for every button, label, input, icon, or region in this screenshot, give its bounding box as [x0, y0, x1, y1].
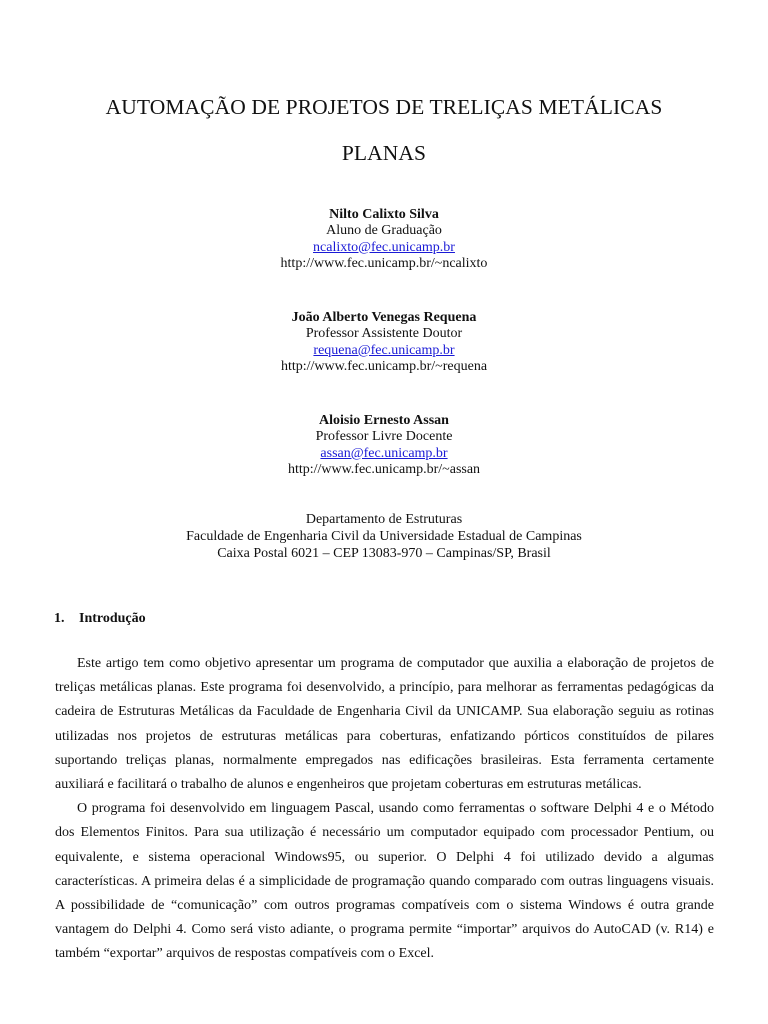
author-block	[0, 310, 768, 376]
section-heading	[54, 611, 146, 627]
author-url: http://www.fec.unicamp.br/~assan	[287, 462, 481, 478]
affiliation-faculty: Faculdade de Engenharia Civil da Universidade Estadual de Campinas	[186, 529, 582, 544]
author-block	[0, 207, 768, 273]
author-block	[0, 413, 768, 479]
author-url: http://www.fec.unicamp.br/~requena	[280, 359, 488, 375]
author-url: http://www.fec.unicamp.br/~ncalixto	[280, 256, 488, 272]
paper-title	[0, 84, 768, 176]
author-role: Professor Livre Docente	[315, 429, 453, 445]
affiliation-address: Caixa Postal 6021 – CEP 13083-970 – Campinas/SP, Brasil	[217, 546, 551, 561]
section-body	[55, 652, 714, 967]
section-number: 1.	[54, 611, 65, 626]
affiliation-department: Departamento de Estruturas	[305, 512, 463, 527]
body-paragraph: Este artigo tem como objetivo apresentar um programa de computador que auxilia a elaboração de projetos de treliças metálicas planas. Este programa foi desenvolvido, a princípio, para melhorar as ferramentas pedagógicas da cadeira de Estruturas Metálicas da Faculdade de Engenharia Civil da UNICAMP. Sua elaboração seguiu as rotinas utilizadas nos projetos de estruturas metálicas para coberturas, enfatizando pórticos constituídos de pilares suportando treliças planas, normalmente empregados nas edificações brasileiras. Esta ferramenta certamente auxiliará e facilitará o trabalho de alunos e engenheiros que projetam coberturas em estruturas metálicas.	[55, 656, 714, 793]
author-role: Professor Assistente Doutor	[305, 326, 463, 342]
author-name: Nilto Calixto Silva	[329, 207, 439, 222]
author-email-link[interactable]: requena@fec.unicamp.br	[313, 342, 455, 358]
author-name: Aloisio Ernesto Assan	[319, 413, 449, 428]
author-role: Aluno de Graduação	[326, 223, 442, 239]
body-paragraph: O programa foi desenvolvido em linguagem Pascal, usando como ferramentas o software Delphi 4 e o Método dos Elementos Finitos. Para sua utilização é necessário um computador equipado com processador Pentium, ou equivalente, e sistema operacional Windows95, ou superior. O Delphi 4 foi utilizado devido a algumas características. A primeira delas é a simplicidade de programação quando comparado com outras linguagens visuais. A possibilidade de “comunicação” com outros programas compatíveis com o sistema Windows é outra grande vantagem do Delphi 4. Como será visto adiante, o programa permite “importar” arquivos do AutoCAD (v. R14) e também “exportar” arquivos de respostas compatíveis com o Excel.	[55, 801, 714, 962]
author-email-link[interactable]: ncalixto@fec.unicamp.br	[313, 239, 455, 255]
title-line-1: AUTOMAÇÃO DE PROJETOS DE TRELIÇAS METÁLICAS	[105, 95, 663, 119]
title-line-2: PLANAS	[341, 141, 427, 165]
author-name: João Alberto Venegas Requena	[291, 310, 477, 325]
section-title: Introdução	[79, 611, 146, 626]
affiliation-block	[0, 511, 768, 562]
author-email-link[interactable]: assan@fec.unicamp.br	[320, 445, 448, 461]
